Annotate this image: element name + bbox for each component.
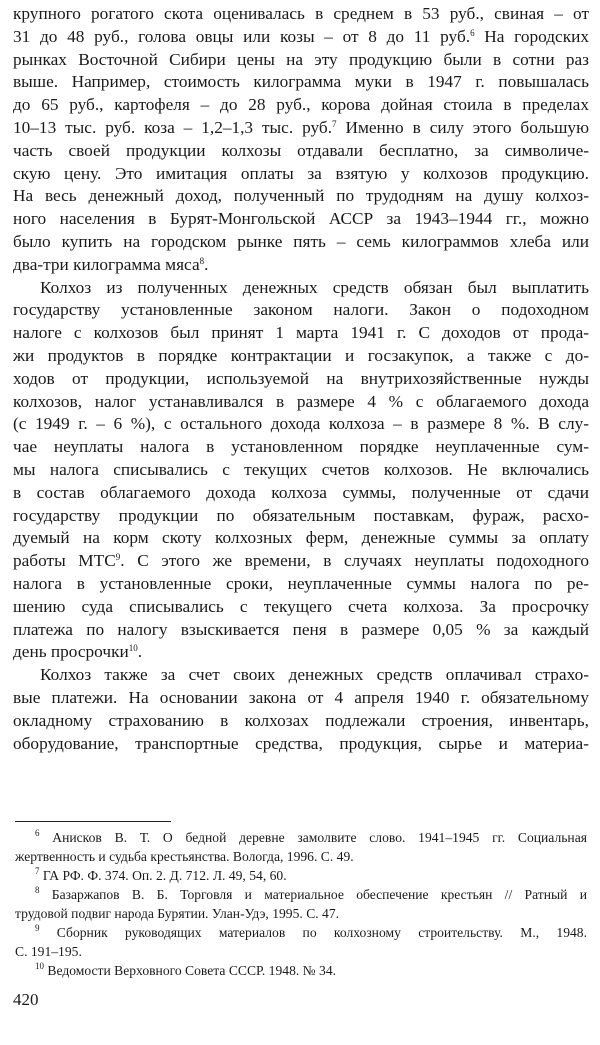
text-run: На весь денежный доход, полученный по трудодням на душу колхоз- bbox=[13, 186, 589, 206]
text-run: 10–13 тыс. руб. коза – 1,2–1,3 тыс. руб. bbox=[13, 117, 333, 137]
text-run: шению суда списывались с текущего счета колхоза. За просрочку bbox=[13, 596, 589, 616]
text-run: (с 1949 г. – 6 %), с остального дохода колхоза – в размере 8 %. В слу- bbox=[13, 414, 589, 434]
text-line bbox=[13, 436, 589, 459]
text-run: Ведомости Верховного Совета СССР. 1948. № 34. bbox=[44, 963, 337, 978]
text-run: день просрочки bbox=[13, 642, 129, 662]
footnote-ref: 10 bbox=[128, 643, 138, 654]
footnote-ref: 9 bbox=[115, 552, 121, 563]
text-line bbox=[13, 573, 589, 596]
text-run: ГА РФ. Ф. 374. Оп. 2. Д. 712. Л. 49, 54, 60. bbox=[39, 868, 287, 883]
text-run: налоге с колхозов был принят 1 марта 1941 г. С доходов от прода- bbox=[13, 323, 589, 343]
footnote-line bbox=[15, 866, 587, 885]
footnote-line bbox=[15, 961, 587, 980]
text-line bbox=[13, 413, 589, 436]
text-line bbox=[13, 550, 589, 573]
text-line bbox=[13, 505, 589, 528]
text-run: Сборник руководящих материалов по колхозному строительству. М., 1948. bbox=[39, 925, 587, 940]
text-line bbox=[13, 619, 589, 642]
text-run: рынках Восточной Сибири цены на эту продукцию были в сотни раз bbox=[13, 49, 589, 69]
paragraph bbox=[13, 277, 589, 665]
text-run: ходов от продукции, используемой на внутрихозяйственные нужды bbox=[13, 368, 589, 388]
text-line bbox=[13, 391, 589, 414]
body-text bbox=[13, 3, 589, 755]
text-run: Колхоз также за счет своих денежных средств оплачивал страхо- bbox=[40, 665, 589, 685]
text-line bbox=[13, 322, 589, 345]
footnote-line bbox=[15, 828, 587, 847]
text-line bbox=[13, 733, 589, 756]
footnote bbox=[15, 866, 587, 885]
text-line bbox=[13, 71, 589, 94]
text-run: колхозов, налог устанавливался в размере 4 % с облагаемого дохода bbox=[13, 391, 589, 411]
footnote-ref: 6 bbox=[470, 27, 475, 38]
footnote bbox=[15, 828, 587, 866]
footnote-line bbox=[15, 923, 587, 942]
text-run: 31 до 48 руб., голова овцы или козы – от 8 до 11 руб. bbox=[13, 26, 471, 46]
text-run: выше. Например, стоимость килограмма муки в 1947 г. повышалась bbox=[13, 72, 589, 92]
text-run: жи продуктов в порядке контрактации и госзакупок, а также с до- bbox=[13, 345, 589, 365]
text-line bbox=[13, 3, 589, 26]
text-run: мы налога списывались с текущих счетов колхозов. Не включались bbox=[13, 459, 589, 479]
text-line bbox=[13, 345, 589, 368]
text-line bbox=[13, 596, 589, 619]
text-line bbox=[13, 482, 589, 505]
text-run: чае неуплаты налога в установленном порядке неуплаченные сум- bbox=[13, 437, 589, 457]
text-run: платежа по налогу взыскивается пеня в размере 0,05 % за каждый bbox=[13, 619, 589, 639]
footnote-ref: 7 bbox=[332, 118, 337, 129]
text-run: крупного рогатого скота оценивалась в среднем в 53 руб., свиная – от bbox=[13, 4, 589, 23]
footnote-ref: 6 bbox=[35, 828, 40, 838]
text-run: На городских bbox=[474, 26, 589, 46]
text-line bbox=[13, 163, 589, 186]
text-line bbox=[13, 527, 589, 550]
text-line bbox=[13, 710, 589, 733]
text-line bbox=[13, 140, 589, 163]
footnote-line bbox=[15, 847, 587, 866]
text-run: государству продукции по обязательным поставкам, фураж, расхо- bbox=[13, 505, 589, 525]
text-run: работы МТС bbox=[13, 551, 116, 571]
text-run: часть своей продукции колхозы отдавали бесплатно, за символиче- bbox=[13, 140, 589, 160]
text-run: в состав облагаемого дохода колхоза суммы, полученные от сдачи bbox=[13, 482, 589, 502]
text-line bbox=[13, 641, 589, 664]
text-line bbox=[13, 94, 589, 117]
text-run: Именно в силу этого большую bbox=[336, 117, 589, 137]
text-line bbox=[13, 185, 589, 208]
text-line bbox=[13, 254, 589, 277]
text-line bbox=[13, 368, 589, 391]
text-line bbox=[13, 459, 589, 482]
text-run: С. 191–195. bbox=[15, 944, 82, 959]
text-line bbox=[13, 231, 589, 254]
text-line bbox=[13, 49, 589, 72]
paragraph bbox=[13, 664, 589, 755]
text-line bbox=[13, 664, 589, 687]
text-run: жертвенность и судьба крестьянства. Вологда, 1996. С. 49. bbox=[15, 849, 354, 864]
text-run: оборудование, транспортные средства, продукция, сырье и материа- bbox=[13, 733, 589, 753]
text-run: вые платежи. На основании закона от 4 апреля 1940 г. обязательному bbox=[13, 687, 589, 707]
footnote-ref: 7 bbox=[35, 866, 40, 876]
text-run: . bbox=[204, 254, 209, 274]
text-run: . bbox=[137, 642, 143, 662]
text-line bbox=[13, 26, 589, 49]
text-run: окладному страхованию в колхозах подлежали строения, инвентарь, bbox=[13, 710, 589, 730]
text-line bbox=[13, 687, 589, 710]
footnote-ref: 8 bbox=[35, 885, 40, 895]
text-run: государству установленные законом налоги. Закон о подоходном bbox=[13, 300, 589, 320]
footnote bbox=[15, 885, 587, 923]
text-run: скую цену. Это имитация оплаты за взятую у колхозов продукцию. bbox=[13, 163, 589, 183]
text-run: дуемый на корм скоту колхозных ферм, денежные суммы за оплату bbox=[13, 528, 589, 548]
footnote-ref: 8 bbox=[199, 255, 205, 266]
footnote-line bbox=[15, 904, 587, 923]
text-line bbox=[13, 299, 589, 322]
footnote-line bbox=[15, 885, 587, 904]
text-line bbox=[13, 208, 589, 231]
page-number: 420 bbox=[13, 990, 39, 1009]
footnote bbox=[15, 961, 587, 980]
footnote bbox=[15, 923, 587, 961]
text-run: было купить на городском рынке пять – семь килограммов хлеба или bbox=[13, 231, 589, 251]
text-run: трудовой подвиг народа Бурятии. Улан-Удэ, 1995. С. 47. bbox=[15, 906, 340, 921]
text-run: . С этого же времени, в случаях неуплаты подоходного bbox=[120, 551, 590, 571]
footnote-divider bbox=[15, 821, 171, 822]
text-run: Базаржапов В. Б. Торговля и материальное обеспечение крестьян // Ратный и bbox=[39, 887, 587, 902]
footnote-ref: 9 bbox=[35, 923, 40, 933]
paragraph bbox=[13, 3, 589, 277]
text-run: Анисков В. Т. О бедной деревне замолвите слово. 1941–1945 гг. Социальная bbox=[39, 830, 587, 845]
text-run: налога в установленные сроки, неуплаченные суммы налога по ре- bbox=[13, 573, 589, 593]
text-run: до 65 руб., картофеля – до 28 руб., корова дойная стоила в пределах bbox=[13, 95, 589, 115]
footnote-ref: 10 bbox=[35, 961, 44, 971]
footnote-line bbox=[15, 942, 587, 961]
text-run: два-три килограмма мяса bbox=[13, 254, 200, 274]
text-line bbox=[13, 277, 589, 300]
footnotes bbox=[15, 828, 587, 980]
text-line bbox=[13, 117, 589, 140]
text-run: ного населения в Бурят-Монгольской АССР за 1943–1944 гг., можно bbox=[13, 209, 589, 229]
text-run: Колхоз из полученных денежных средств обязан был выплатить bbox=[40, 277, 589, 297]
